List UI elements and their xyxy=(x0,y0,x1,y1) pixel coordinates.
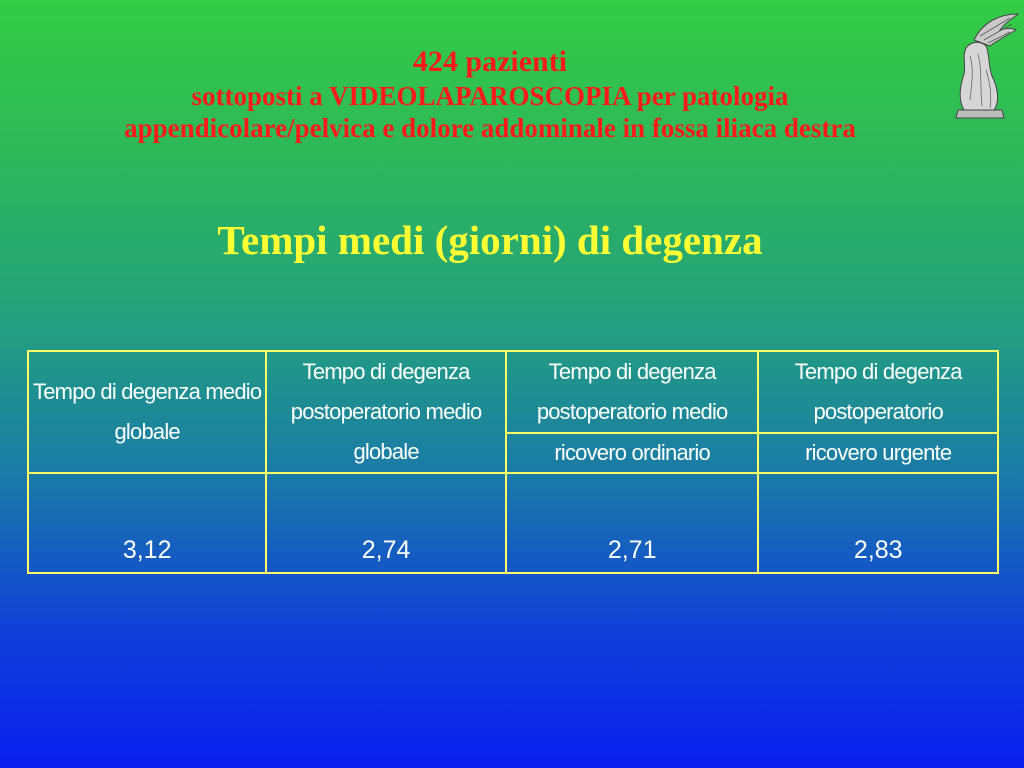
header-line-procedure: sottoposti a VIDEOLAPAROSCOPIA per patologia xyxy=(191,81,789,111)
value-urgent-admission: 2,83 xyxy=(758,473,998,573)
header-line-patients: 424 pazienti xyxy=(412,45,568,78)
header-postop-mean-stay: Tempo di degenza postoperatorio medio xyxy=(506,351,759,433)
table-header-row xyxy=(28,351,998,433)
subheader-urgent-admission: ricovero urgente xyxy=(758,433,998,473)
value-ordinary-admission: 2,71 xyxy=(506,473,759,573)
value-global-stay: 3,12 xyxy=(28,473,266,573)
header-global-stay: Tempo di degenza medio globale xyxy=(28,351,266,473)
slide-header xyxy=(0,44,980,144)
header-postop-stay: Tempo di degenza postoperatorio xyxy=(758,351,998,433)
table-row xyxy=(28,473,998,573)
slide-subtitle: Tempi medi (giorni) di degenza xyxy=(217,217,763,263)
subheader-ordinary-admission: ricovero ordinario xyxy=(506,433,759,473)
header-postop-global-stay: Tempo di degenza postoperatorio medio globale xyxy=(266,351,506,473)
value-postop-global-stay: 2,74 xyxy=(266,473,506,573)
hospital-stay-table xyxy=(27,350,999,574)
winged-victory-statue-icon xyxy=(944,10,1020,120)
header-line-condition: appendicolare/pelvica e dolore addominale in fossa iliaca destra xyxy=(124,113,856,143)
